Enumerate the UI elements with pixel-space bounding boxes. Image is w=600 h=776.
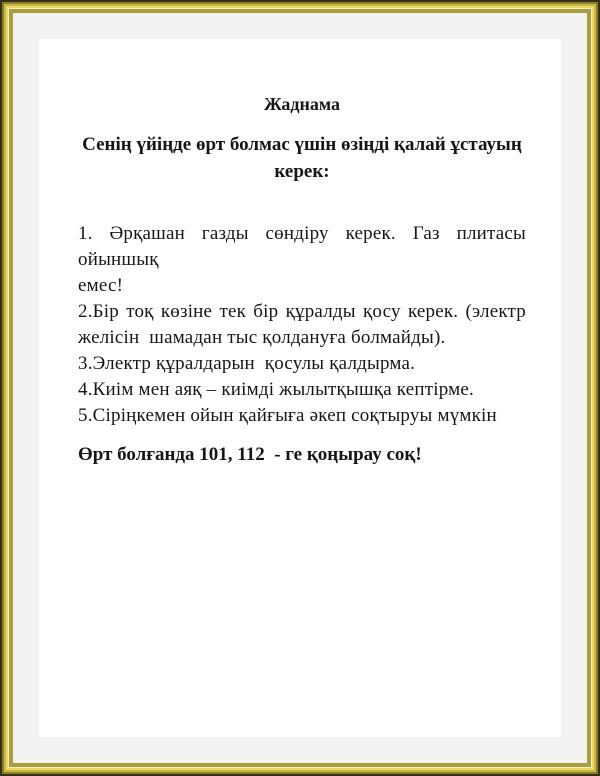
rule-line: 5.Сіріңкемен ойын қайғыға әкеп соқтыруы мүмкін bbox=[78, 405, 497, 426]
rule-line: 1. Әрқашан газды сөндіру керек. Газ плитасы ойыншық bbox=[78, 223, 526, 270]
page-mat bbox=[13, 13, 587, 763]
document-page bbox=[39, 39, 561, 737]
document-content bbox=[78, 39, 526, 737]
memo-subtitle-line-1: Сенің үйіңде өрт болмас үшін өзіңді қалай ұстауың bbox=[82, 134, 522, 155]
gold-frame-band-3 bbox=[6, 6, 594, 770]
memo-title: Жаднама bbox=[264, 94, 340, 114]
gold-frame-inner-band bbox=[9, 9, 591, 767]
rule-line: 3.Электр құралдарын қосулы қалдырма. bbox=[78, 353, 416, 374]
memo-subtitle bbox=[78, 131, 526, 185]
memo-rules-list bbox=[78, 221, 526, 429]
emergency-call-notice: Өрт болғанда 101, 112 - ге қоңырау соқ! bbox=[78, 444, 422, 465]
gold-frame-band-2 bbox=[4, 4, 596, 772]
rule-line: 4.Киім мен аяқ – киімді жылытқышқа кептірме. bbox=[78, 379, 474, 400]
rule-line: 2.Бір тоқ көзіне тек бір құралды қосу керек. (электр bbox=[78, 301, 526, 322]
rule-line: емес! bbox=[78, 275, 124, 296]
memo-subtitle-line-2: керек: bbox=[274, 161, 330, 182]
gold-frame-highlight bbox=[8, 8, 592, 768]
rule-line: желісін шамадан тыс қолдануға болмайды). bbox=[78, 327, 446, 348]
gold-frame-band-1 bbox=[2, 2, 598, 774]
